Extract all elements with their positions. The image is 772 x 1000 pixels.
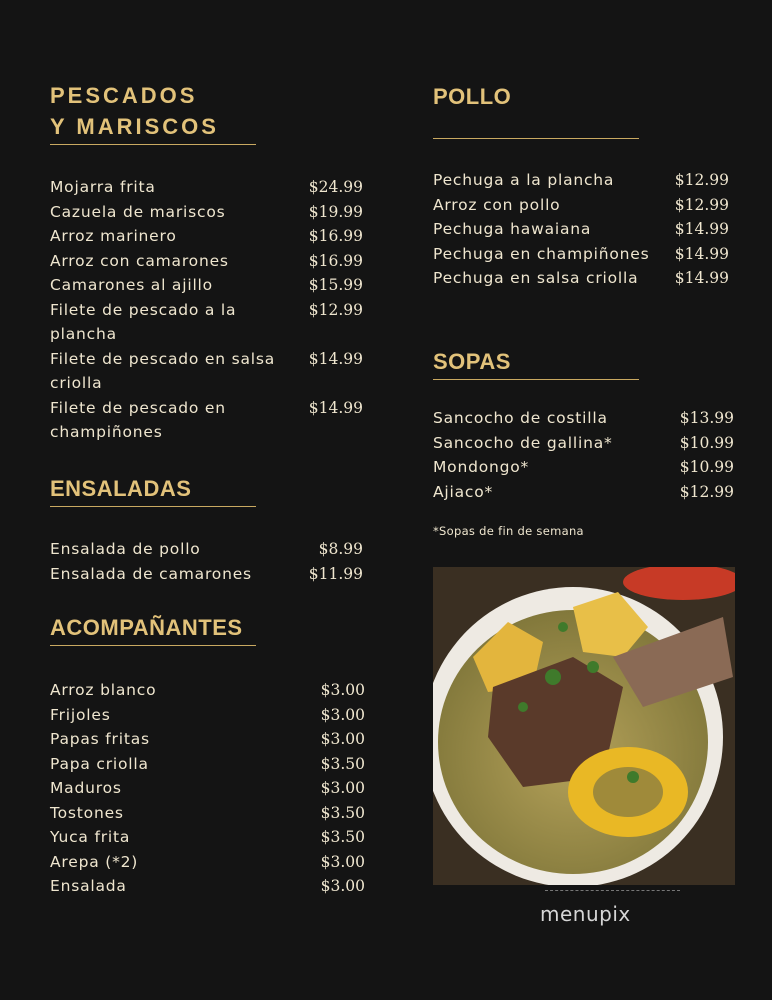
menu-item — [50, 850, 365, 875]
menu-item — [50, 678, 365, 703]
menu-list — [50, 175, 363, 445]
menu-item-name: Filete de pescado en champiñones — [50, 398, 226, 441]
menu-item — [50, 200, 363, 225]
menu-item-name: Mojarra frita — [50, 178, 156, 196]
menu-item-name: Frijoles — [50, 705, 111, 724]
menu-item — [50, 562, 363, 587]
menu-item-price: $12.99 — [674, 195, 729, 214]
menu-item — [433, 406, 734, 431]
menu-item-price: $3.00 — [320, 877, 365, 895]
menu-item-name: Arroz con pollo — [433, 195, 561, 214]
menu-item-price: $3.00 — [320, 779, 365, 797]
section-pollo — [433, 81, 729, 291]
menu-item-price: $3.00 — [320, 681, 365, 699]
menu-item — [50, 273, 363, 298]
soup-photo — [433, 567, 735, 885]
section-title-ensaladas: ENSALADAS — [50, 473, 256, 507]
menu-list — [433, 168, 729, 291]
menu-item-name: Ensalada de pollo — [50, 540, 201, 558]
menu-item-price: $14.99 — [308, 349, 363, 368]
menu-item — [433, 193, 729, 218]
menu-item — [433, 480, 734, 505]
menu-item — [433, 431, 734, 456]
menu-item — [433, 168, 729, 193]
menu-item — [50, 537, 363, 562]
menu-item-price: $13.99 — [679, 409, 734, 427]
menu-item-name: Arroz blanco — [50, 681, 157, 699]
menu-item-name: Pechuga en salsa criolla — [433, 269, 639, 287]
menu-list — [50, 537, 363, 586]
menu-item — [433, 455, 734, 480]
menu-item-price: $3.50 — [320, 803, 365, 822]
menu-item — [50, 874, 365, 899]
menu-item-price: $12.99 — [679, 482, 734, 501]
title-line-1: PESCADOS — [50, 83, 198, 108]
section-acompanantes — [50, 612, 365, 899]
menu-item-price: $3.50 — [320, 828, 365, 846]
menu-item-name: Filete de pescado en salsa criolla — [50, 349, 276, 392]
watermark-divider — [545, 890, 680, 891]
menu-item-name: Ajiaco* — [433, 482, 494, 501]
menu-item — [50, 703, 365, 728]
menu-item-name: Yuca frita — [50, 828, 131, 846]
menu-item-price: $8.99 — [318, 540, 363, 558]
menu-item-name: Cazuela de mariscos — [50, 202, 226, 221]
menu-item-price: $12.99 — [674, 171, 729, 189]
menu-list — [433, 406, 734, 504]
menu-item — [50, 396, 363, 445]
menu-item-price: $3.00 — [320, 852, 365, 871]
menu-item-price: $3.00 — [320, 730, 365, 748]
menu-item-name: Filete de pescado a la plancha — [50, 300, 237, 343]
menu-item — [433, 266, 729, 291]
menu-item-price: $12.99 — [308, 300, 363, 319]
menu-item-name: Arepa (*2) — [50, 852, 139, 871]
menu-item-price: $14.99 — [674, 244, 729, 263]
menu-item — [50, 801, 365, 826]
menu-item — [50, 298, 363, 347]
menu-item-name: Mondongo* — [433, 458, 530, 476]
menu-item — [50, 825, 365, 850]
menu-item-name: Pechuga en champiñones — [433, 244, 650, 263]
menu-item-name: Ensalada — [50, 877, 127, 895]
menu-list — [50, 678, 365, 899]
menu-item — [50, 752, 365, 777]
section-title-pollo: POLLO — [433, 81, 639, 139]
menu-item-name: Tostones — [50, 803, 124, 822]
menu-item — [50, 727, 365, 752]
menu-item-name: Camarones al ajillo — [50, 276, 213, 294]
menu-item-name: Papa criolla — [50, 754, 149, 773]
menu-item-price: $15.99 — [308, 276, 363, 294]
menu-item — [50, 175, 363, 200]
menu-item-name: Maduros — [50, 779, 122, 797]
menu-item-price: $14.99 — [674, 220, 729, 238]
menu-item-price: $10.99 — [679, 433, 734, 452]
section-title-sopas: SOPAS — [433, 346, 639, 380]
menu-item-price: $10.99 — [679, 458, 734, 476]
menu-item-price: $24.99 — [308, 178, 363, 196]
menu-item-price: $14.99 — [308, 398, 363, 417]
menu-item-name: Ensalada de camarones — [50, 564, 252, 583]
menu-item — [50, 224, 363, 249]
menu-item-price: $19.99 — [308, 202, 363, 221]
menu-item-price: $16.99 — [308, 251, 363, 270]
menu-item-price: $14.99 — [674, 269, 729, 287]
title-line-2: Y MARISCOS — [50, 114, 219, 139]
menu-item-name: Pechuga a la plancha — [433, 171, 615, 189]
menu-item-price: $11.99 — [308, 564, 363, 583]
sopas-note: *Sopas de fin de semana — [433, 524, 584, 538]
menu-item — [50, 347, 363, 396]
menu-item-price: $3.50 — [320, 754, 365, 773]
section-title-acompanantes: ACOMPAÑANTES — [50, 612, 256, 646]
menu-item — [50, 776, 365, 801]
menu-item-name: Arroz marinero — [50, 227, 177, 245]
menu-item-price: $3.00 — [320, 705, 365, 724]
menu-item-price: $16.99 — [308, 227, 363, 245]
menu-item-name: Pechuga hawaiana — [433, 220, 592, 238]
menu-item-name: Arroz con camarones — [50, 251, 229, 270]
menu-item — [433, 242, 729, 267]
section-sopas — [433, 346, 734, 504]
menu-item-name: Sancocho de gallina* — [433, 433, 613, 452]
menu-item — [50, 249, 363, 274]
menu-item-name: Papas fritas — [50, 730, 150, 748]
section-ensaladas — [50, 473, 363, 586]
section-title-pescados — [50, 80, 256, 145]
menu-item-name: Sancocho de costilla — [433, 409, 608, 427]
section-pescados — [50, 80, 363, 445]
watermark-logo: menupix — [540, 902, 631, 926]
menu-item — [433, 217, 729, 242]
